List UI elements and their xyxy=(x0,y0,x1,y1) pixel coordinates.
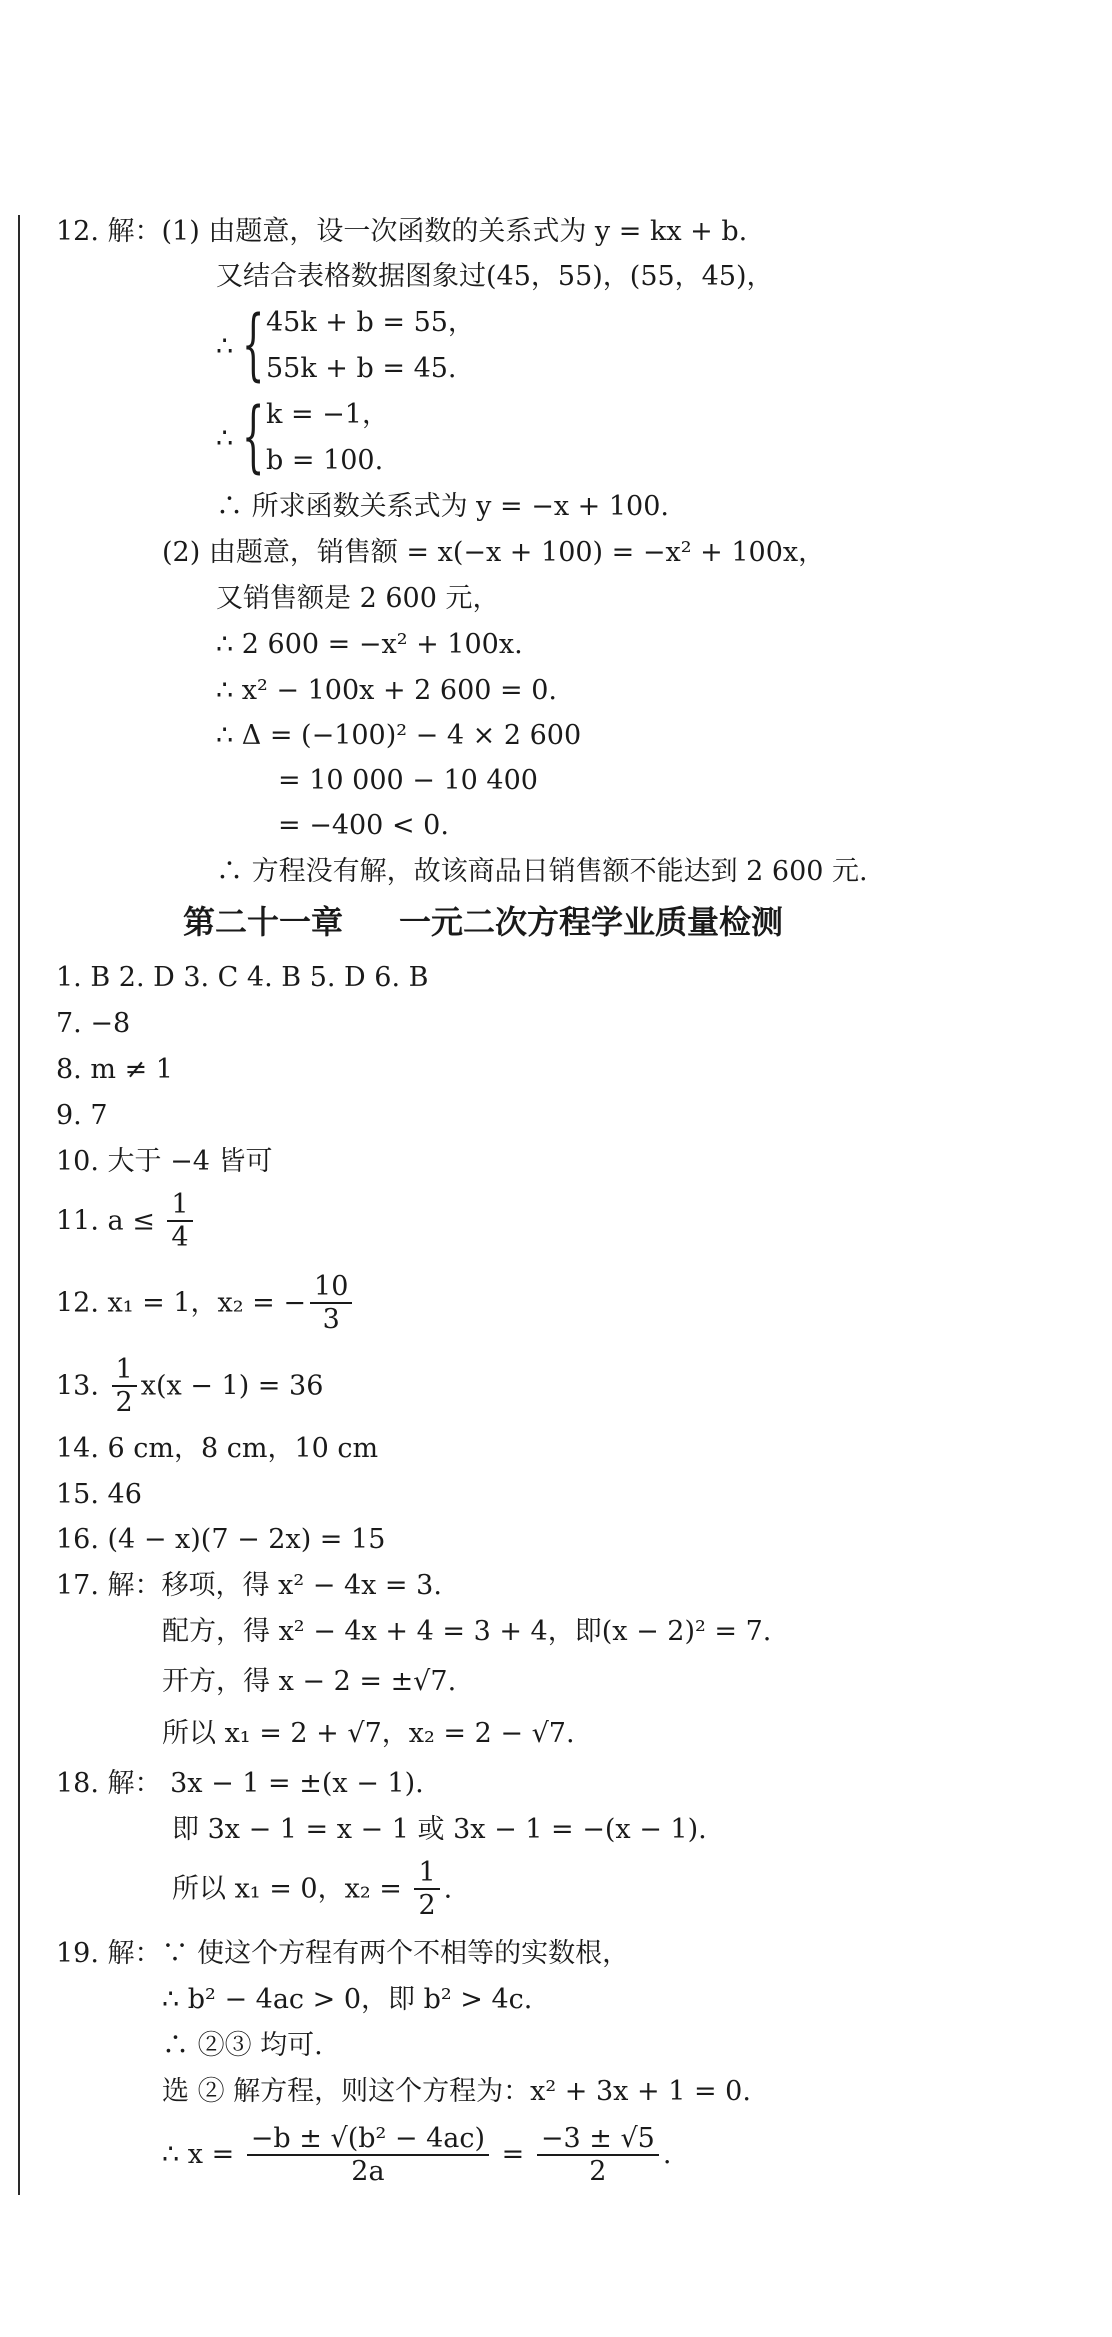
p12-line-11: = 10 000 − 10 400 xyxy=(278,765,538,796)
p12-therefore-1: ∴ xyxy=(216,331,234,362)
chapter-number: 第二十一章 xyxy=(183,903,344,941)
p12-line-9: ∴ x² − 100x + 2 600 = 0. xyxy=(216,675,557,706)
p12-line-2: 又结合表格数据图象过(45，55)，(55，45)， xyxy=(216,261,774,292)
numerator: −3 ± √5 xyxy=(537,2124,659,2156)
p19-line-4: 选 ② 解方程，则这个方程为：x² + 3x + 1 = 0. xyxy=(162,2076,751,2107)
answer-8: 8. m ≠ 1 xyxy=(56,1054,173,1085)
p18-line-1: 18. 解： 3x − 1 = ±(x − 1). xyxy=(56,1768,424,1799)
answer-16: 16. (4 − x)(7 − 2x) = 15 xyxy=(56,1524,386,1555)
p12-line-10: ∴ Δ = (−100)² − 4 × 2 600 xyxy=(216,720,582,751)
p17-line-3: 开方，得 x − 2 = ±√7. xyxy=(162,1666,457,1697)
answer-10: 10. 大于 −4 皆可 xyxy=(56,1146,273,1177)
p12-line-8: ∴ 2 600 = −x² + 100x. xyxy=(216,629,523,660)
p12-line-5: ∴ 所求函数关系式为 y = −x + 100. xyxy=(216,491,669,522)
p12-line-13: ∴ 方程没有解，故该商品日销售额不能达到 2 600 元. xyxy=(216,856,868,887)
fraction-1-2 xyxy=(112,1355,137,1419)
denominator: 2 xyxy=(115,1387,133,1418)
denominator: 2 xyxy=(418,1890,436,1921)
p17-line-1: 17. 解：移项，得 x² − 4x = 3. xyxy=(56,1570,442,1601)
p18-line-2: 即 3x − 1 = x − 1 或 3x − 1 = −(x − 1). xyxy=(172,1814,707,1845)
denominator: 2 xyxy=(589,2155,607,2187)
p19-line-1: 19. 解：∵ 使这个方程有两个不相等的实数根， xyxy=(56,1938,630,1969)
p12-system1-eq1: 45k + b = 55， xyxy=(266,307,475,338)
quadratic-formula-fraction xyxy=(247,2124,489,2188)
period: . xyxy=(443,1873,453,1905)
p12-therefore-2: ∴ xyxy=(216,423,234,454)
p19-x-equals: ∴ x = xyxy=(162,2139,235,2170)
answer-1-6: 1. B 2. D 3. C 4. B 5. D 6. B xyxy=(56,962,429,993)
p12-line-6: (2) 由题意，销售额 = x(−x + 100) = −x² + 100x， xyxy=(162,537,826,568)
p12-system2-eq2: b = 100. xyxy=(266,445,384,476)
answer-12 xyxy=(56,1272,356,1336)
equals-sign: = xyxy=(501,2139,525,2170)
numerator: 1 xyxy=(112,1355,137,1387)
p12-line-7: 又销售额是 2 600 元， xyxy=(216,583,500,614)
p19-line-5 xyxy=(162,2122,671,2188)
answer-15: 15. 46 xyxy=(56,1479,142,1510)
answer-14: 14. 6 cm，8 cm，10 cm xyxy=(56,1433,379,1464)
p18-line-3-text: 所以 x₁ = 0，x₂ = xyxy=(172,1873,402,1905)
denominator: 3 xyxy=(322,1304,340,1335)
p12-line-12: = −400 < 0. xyxy=(278,810,449,841)
answer-11 xyxy=(56,1190,197,1254)
left-brace-1: { xyxy=(242,300,265,390)
p12-system1-eq2: 55k + b = 45. xyxy=(266,353,457,384)
p17-line-4: 所以 x₁ = 2 + √7，x₂ = 2 − √7. xyxy=(162,1718,575,1749)
numerator: 1 xyxy=(167,1190,192,1222)
fraction-1-2 xyxy=(414,1858,439,1922)
answer-13-label: 13. xyxy=(56,1370,99,1402)
p19-line-2: ∴ b² − 4ac > 0，即 b² > 4c. xyxy=(162,1984,533,2015)
p19-line-3: ∴ ②③ 均可. xyxy=(162,2030,323,2061)
denominator: 4 xyxy=(171,1222,189,1253)
period: . xyxy=(662,2139,672,2170)
answer-12-text: 12. x₁ = 1，x₂ = − xyxy=(56,1287,307,1319)
p12-system2-eq1: k = −1， xyxy=(266,399,389,430)
fraction-10-3 xyxy=(310,1272,352,1336)
p17-line-2: 配方，得 x² − 4x + 4 = 3 + 4，即(x − 2)² = 7. xyxy=(162,1616,772,1647)
margin-rule xyxy=(18,215,20,2195)
left-brace-2: { xyxy=(242,392,265,482)
answer-9: 9. 7 xyxy=(56,1100,108,1131)
numerator: 1 xyxy=(414,1858,439,1890)
fraction-1-4 xyxy=(167,1190,192,1254)
answer-13-text: x(x − 1) = 36 xyxy=(140,1370,324,1402)
solution-fraction xyxy=(537,2124,659,2188)
denominator: 2a xyxy=(351,2155,385,2187)
p18-line-3 xyxy=(172,1858,452,1922)
answer-13 xyxy=(56,1355,323,1419)
answer-11-text: 11. a ≤ xyxy=(56,1205,155,1237)
chapter-heading xyxy=(183,902,783,942)
numerator: 10 xyxy=(310,1272,352,1304)
numerator: −b ± √(b² − 4ac) xyxy=(247,2124,489,2156)
answer-7: 7. −8 xyxy=(56,1008,131,1039)
chapter-title: 一元二次方程学业质量检测 xyxy=(399,903,784,941)
p12-line-1: 12. 解：(1) 由题意，设一次函数的关系式为 y = kx + b. xyxy=(56,216,748,247)
